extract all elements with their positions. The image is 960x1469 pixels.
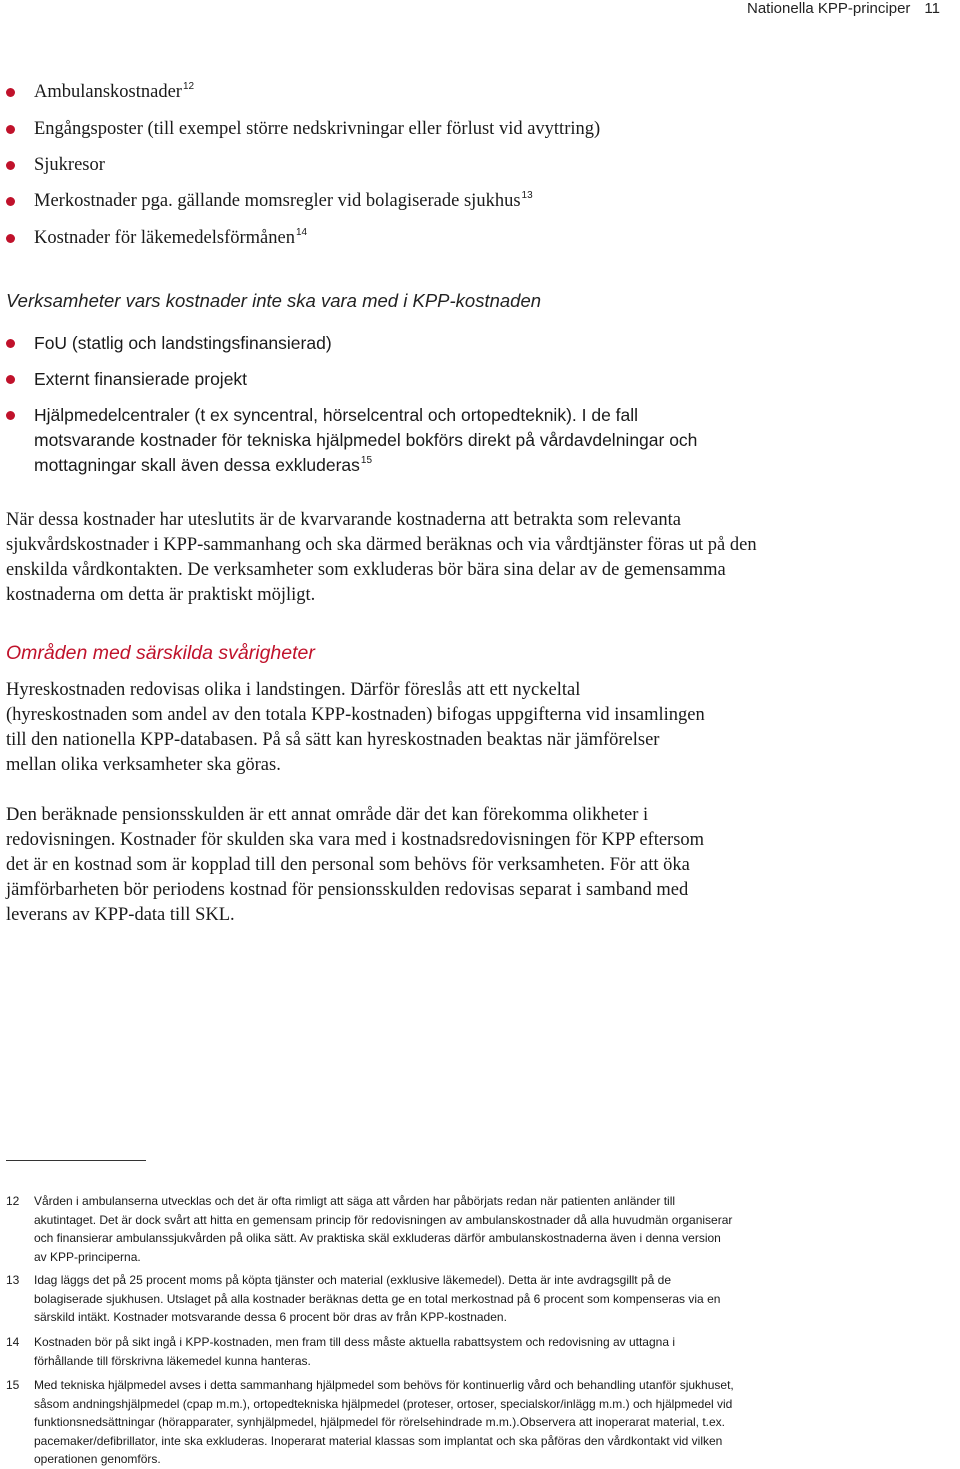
footnote-ref[interactable]: 15 (360, 455, 373, 466)
footnote-number: 12 (6, 1194, 20, 1208)
section-heading-red: Områden med särskilda svårigheter (6, 642, 315, 664)
body-paragraph: När dessa kostnader har uteslutits är de kvarvarande kostnaderna att betrakta som relevanta sjukvårdskostnader i KPP-sammanhang och ska därmed beräknas och via vårdtjänster föras ut på den enskilda vårdkontakten. De verksamheter som exkluderas bör bära sina delar av de gemensamma kostnaderna om detta är praktiskt möjligt. (6, 510, 757, 605)
footnote-number: 15 (6, 1378, 20, 1392)
page-header (747, 0, 940, 18)
list-item: Engångsposter (till exempel större nedskrivningar eller förlust vid avyttring) (6, 117, 946, 142)
footnote: 13 Idag läggs det på 25 procent moms på köpta tjänster och material (exklusive läkemedel). Detta är inte avdragsgillt på de bolagiserade sjukhusen. Utslaget på alla kostnader beräknas detta ge en total merkostnad på 6 procent som kompenseras via en särskild intäkt. Kostnader motsvarande dessa 6 procent bör dras av från KPP-kostnaden. (6, 1273, 721, 1324)
footnote: 15 Med tekniska hjälpmedel avses i detta sammanhang hjälpmedel som behövs för kontinuerlig vård och behandling utanför sjukhuset, såsom andningshjälpmedel (cpap m.m.), ortopedtekniska hjälpmedel (proteser, ortoser, specialskor/inlägg m.m.) och hjälpmedel vid funktionsnedsättningar (hörapparater, synhjälpmedel, hjälpmedel för rörelsehindrade m.m.).Observera att inoperarat material, t.ex. pacemaker/defibrillator, inte ska exkluderas. Inoperarat material klassas som implantat och ska påföras den vårdkontakt vid vilken operationen genomförs. (6, 1378, 734, 1466)
footnote-ref[interactable]: 14 (295, 227, 308, 238)
footnote: 12 Vården i ambulanserna utvecklas och det är ofta rimligt att säga att vården har påbörjats redan när patienten anländer till akutintaget. Det är dock svårt att hitta en gemensam princip för redovisningen av ambulanskostnader då alla huvudmän organiserar och finansierar ambulanssjukvården på olika sätt. Av praktiska skäl exkluderas därför ambulanskostnaderna även i denna version av KPP-principerna. (6, 1194, 733, 1264)
footnote-number: 13 (6, 1273, 20, 1287)
list-item: Merkostnader pga. gällande momsregler vid bolagiserade sjukhus$^{13}$ (6, 189, 946, 214)
bullet-icon (6, 411, 15, 420)
list-item: Externt finansierade projekt (6, 367, 946, 392)
footnote-number: 14 (6, 1335, 20, 1349)
document-title: Nationella KPP-principer (747, 0, 911, 17)
bullet-icon (6, 88, 15, 97)
list-item: Sjukresor (6, 153, 946, 178)
body-paragraph: Hyreskostnaden redovisas olika i landstingen. Därför föreslås att ett nyckeltal (hyreskostnaden som andel av den totala KPP-kostnaden) bifogas uppgifterna vid insamlingen till den nationella KPP-databasen. På så sätt kan hyreskostnaden beaktas när jämförelser mellan olika verksamheter ska göras. (6, 680, 705, 775)
list-item: Ambulanskostnader$^{12}$ (6, 80, 946, 105)
bullet-icon (6, 125, 15, 134)
bullet-icon (6, 375, 15, 384)
list-item: Kostnader för läkemedelsförmånen$^{14}$ (6, 226, 946, 251)
footnote-divider (6, 1160, 146, 1161)
footnote-ref[interactable]: 13 (521, 190, 533, 201)
bullet-icon (6, 161, 15, 170)
list-item: FoU (statlig och landstingsfinansierad) (6, 331, 946, 356)
footnote: 14 Kostnaden bör på sikt ingå i KPP-kostnaden, men fram till dess måste aktuella rabattsystem och redovisning av uttagna i förhållande till förskrivna läkemedel kunna hanteras. (6, 1335, 676, 1368)
bullet-icon (6, 339, 15, 348)
list-item: Hjälpmedelcentraler (t ex syncentral, hörselcentral och ortopedteknik). I de fall motsvarande kostnader för tekniska hjälpmedel bokförs direkt på vårdavdelningar och mottagningar skall även dessa exkluderas$^{15}$ (6, 403, 716, 478)
bullet-icon (6, 234, 15, 243)
bullet-icon (6, 197, 15, 206)
section-heading: Verksamheter vars kostnader inte ska vara med i KPP-kostnaden (6, 290, 542, 311)
body-paragraph: Den beräknade pensionsskulden är ett annat område där det kan förekomma olikheter i redovisningen. Kostnader för skulden ska vara med i kostnadsredovisningen för KPP eftersom det är en kostnad som är kopplad till den personal som behövs för verksamheten. För att öka jämförbarheten bör periodens kostnad för pensionsskulden redovisas separat i samband med leverans av KPP-data till SKL. (6, 805, 705, 925)
footnote-ref[interactable]: 12 (182, 81, 195, 92)
page-number: 11 (924, 0, 940, 17)
